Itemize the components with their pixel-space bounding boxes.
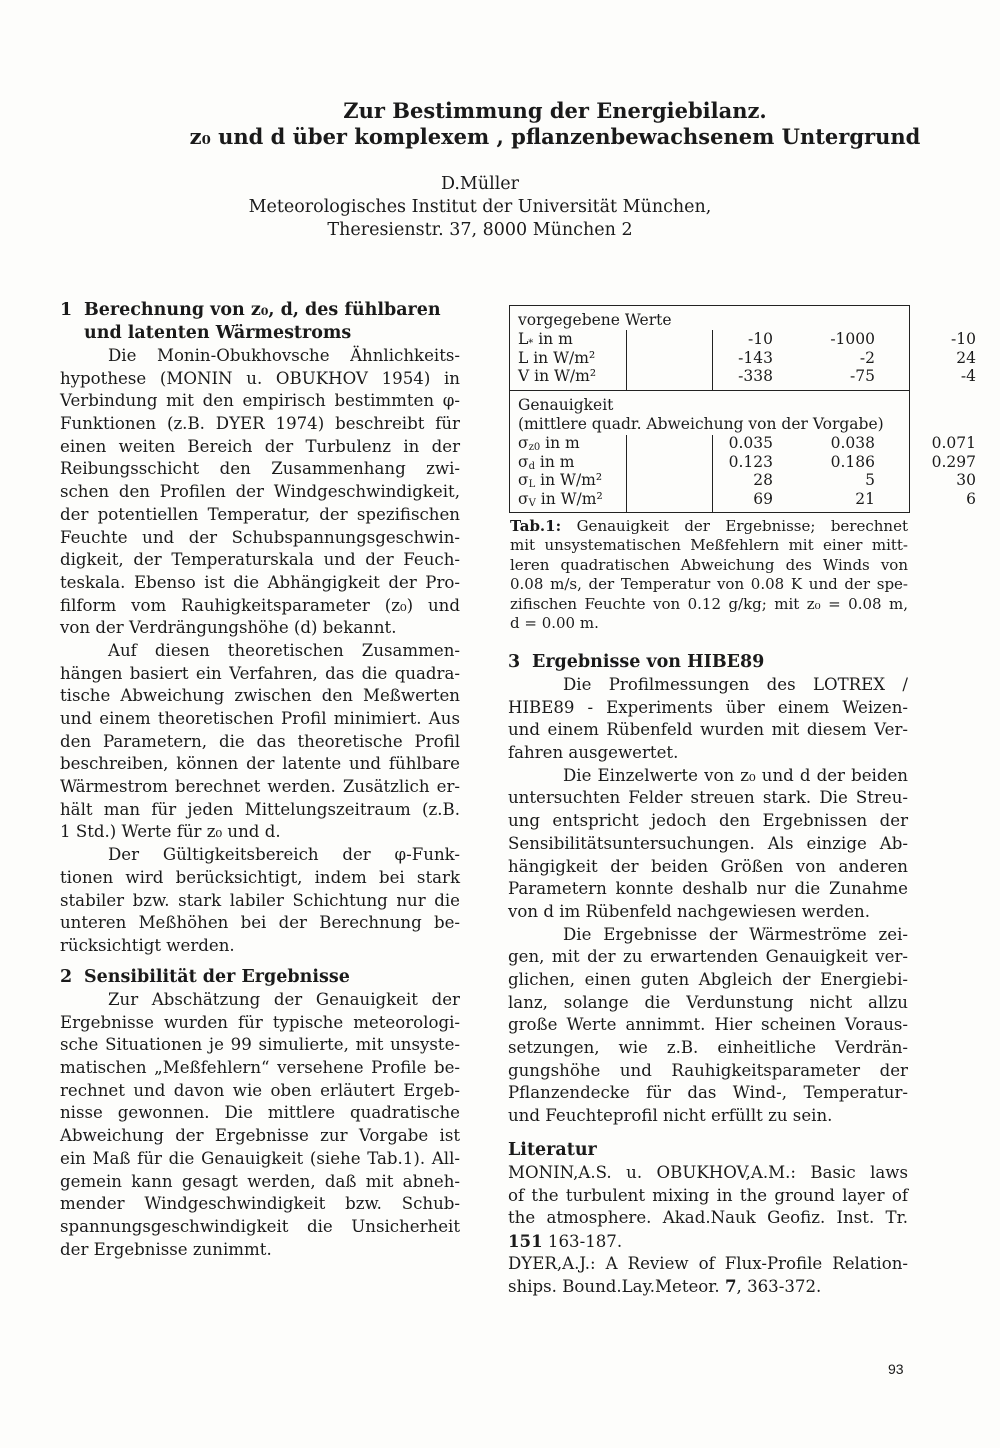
text-line: Ergebnisse wurden für typische meteorologi- (60, 1012, 460, 1032)
text-line: digkeit, der Temperaturskala und der Feuch- (60, 550, 460, 570)
text-line: fahren ausgewertet. (508, 743, 679, 763)
text-line: und einem Rübenfeld wurden mit diesem Ver- (508, 720, 908, 740)
text-line: gemein kann gesagt werden, daß mit abneh- (60, 1171, 460, 1191)
table-group2-subtitle: (mittlere quadr. Abweichung von der Vorgabe) (518, 415, 884, 433)
row-symbol: σ (518, 452, 529, 471)
table-group1-title: vorgegebene Werte (518, 311, 672, 329)
row-symbol: L (518, 330, 529, 348)
table-cell: -4 (960, 367, 976, 386)
caption-line: 0.08 m/s, der Temperatur von 0.08 K und der spe- (510, 575, 908, 594)
text-line: Reibungsschicht den Zusammenhang zwi- (60, 459, 460, 479)
text-line: hält man für jeden Mittelungszeitraum (z.B. (60, 799, 460, 819)
row-unit: in W/m² (535, 489, 603, 508)
table-cell: 0.297 (931, 452, 976, 471)
table-row (518, 434, 976, 453)
heading-text: Berechnung von z₀, d, des fühlbaren (84, 300, 441, 320)
text-line: Wärmestrom berechnet werden. Zusätzlich er- (60, 777, 460, 797)
table-cell: 0.186 (830, 452, 875, 471)
text-line: Pflanzendecke für das Wind-, Temperatur- (508, 1083, 908, 1103)
heading-text: Ergebnisse von HIBE89 (532, 652, 765, 672)
row-label (518, 490, 603, 514)
row-subscript: V (528, 497, 536, 509)
row-unit: in m (535, 452, 575, 471)
section-1-body (60, 345, 460, 958)
text-line: einen weiten Bereich der Turbulenz in der (60, 436, 460, 456)
row-unit: in m (533, 330, 573, 348)
row-symbol: V (518, 367, 530, 386)
text-line: der Ergebnisse zunimmt. (60, 1239, 272, 1259)
caption-line (510, 517, 908, 536)
table-cell: 28 (753, 471, 773, 490)
section-number: 1 (60, 300, 73, 320)
row-unit: in W/m² (535, 471, 603, 490)
table-cell: 0.123 (728, 452, 773, 471)
text-line: Sensibilitätsuntersuchungen. Als einzige Ab- (508, 833, 908, 853)
table-divider (510, 390, 909, 391)
text-line: gungshöhe und Rauhigkeitsparameter der (508, 1060, 908, 1080)
text-line: unteren Meßhöhen bei der Berechnung be- (60, 913, 460, 933)
text-line: Parametern konnte deshalb nur die Zunahme (508, 879, 908, 899)
text-line: Funktionen (z.B. DYER 1974) beschreibt für (60, 414, 460, 434)
text-line: von d im Rübenfeld nachgewiesen werden. (508, 901, 871, 921)
text-line: glichen, einen guten Abgleich der Energiebi- (508, 969, 908, 989)
text-line: Der Gültigkeitsbereich der φ-Funk- (108, 845, 460, 865)
table-cell: -1000 (830, 330, 875, 348)
results-table (509, 305, 976, 513)
reference-line: DYER,A.J.: A Review of Flux-Profile Relation- (508, 1253, 908, 1273)
section-2 (60, 966, 460, 1261)
text-line: und einem theoretischen Profil minimiert. Aus (60, 709, 460, 728)
author-name: D.Müller (440, 174, 520, 194)
text-line: rücksichtigt werden. (60, 935, 235, 955)
text-line: den Parametern, die das theoretische Profil (60, 731, 460, 751)
row-symbol: L (518, 348, 529, 367)
table-cell: 24 (956, 348, 976, 367)
caption-line: mit unsystematischen Meßfehlern mit einer mitt- (510, 536, 908, 555)
section-2-body (60, 989, 460, 1261)
section-1-heading (60, 299, 460, 345)
text-line: Die Profilmessungen des LOTREX / (563, 675, 908, 694)
row-symbol: σ (518, 489, 529, 508)
text-line: tionen wird berücksichtigt, indem bei stark (60, 867, 460, 887)
caption-line: zifischen Feuchte von 0.12 g/kg; mit z₀ = 0.08 m, (510, 594, 908, 613)
text-line: setzungen, wie z.B. einheitliche Verdrän- (508, 1038, 908, 1057)
text-line: hängen basiert ein Verfahren, das die quadra- (60, 663, 460, 683)
reference-line: the atmosphere. Akad.Nauk Geofiz. Inst. Tr. (508, 1208, 908, 1228)
table-cell: -143 (738, 348, 773, 367)
text-line: spannungsgeschwindigkeit die Unsicherheit (60, 1216, 460, 1236)
table-group2-title: Genauigkeit (518, 396, 614, 414)
author-address: Theresienstr. 37, 8000 München 2 (327, 220, 633, 240)
table-row (518, 348, 976, 368)
text-line: stabiler bzw. stark labiler Schichtung nur die (60, 890, 460, 910)
text-line: teskala. Ebenso ist die Abhängigkeit der Pro- (60, 572, 460, 592)
text-line: von der Verdrängungshöhe (d) bekannt. (60, 618, 397, 638)
text-line: sche Situationen je 99 simulierte, mit unsyste- (60, 1035, 460, 1055)
table-cell: -338 (738, 367, 773, 386)
table-cell: -10 (748, 330, 773, 348)
table-cell: 0.038 (830, 434, 875, 452)
text-line: filform vom Rauhigkeitsparameter (z₀) und (60, 595, 460, 615)
text-line: Die Monin-Obukhovsche Ähnlichkeits- (108, 346, 460, 365)
row-symbol: σ (518, 471, 529, 490)
table-row (518, 330, 976, 349)
text-line: Abweichung der Ergebnisse zur Vorgabe ist (60, 1126, 460, 1146)
section-3 (508, 651, 908, 1128)
section-2-heading (60, 966, 460, 989)
text-line: lanz, solange die Verdunstung nicht allzu (508, 992, 908, 1012)
table-row (518, 471, 976, 491)
reference-line: of the turbulent mixing in the ground layer of (508, 1185, 908, 1205)
author-institute: Meteorologisches Institut der Universität München, (248, 197, 712, 217)
table-cell: 0.035 (728, 434, 773, 452)
text-line: beschreiben, können der latente und fühlbare (60, 754, 460, 774)
reference-line (508, 1275, 908, 1298)
paper-title-line2: z₀ und d über komplexem , pflanzenbewachsenem Untergrund (189, 124, 921, 149)
text-line: hängigkeit der beiden Größen von anderen (508, 856, 908, 876)
reference-pages: , 363-372. (736, 1277, 822, 1297)
section-1 (60, 299, 460, 958)
text-line: Zur Abschätzung der Genauigkeit der (108, 990, 460, 1009)
text-line: ein Maß für die Genauigkeit (siehe Tab.1). All- (60, 1148, 460, 1168)
text-line: nisse gewonnen. Die mittlere quadratische (60, 1103, 460, 1123)
page-number: 93 (888, 1361, 904, 1377)
row-unit: in m (540, 434, 580, 452)
reference-line (508, 1230, 908, 1253)
text-line: Die Einzelwerte von z₀ und d der beiden (563, 765, 908, 785)
row-unit: in W/m² (528, 348, 596, 367)
table-cell: 6 (966, 489, 976, 508)
text-line: rechnet und davon wie oben erläutert Ergeb- (60, 1080, 460, 1100)
text-line: 1 Std.) Werte für z₀ und d. (60, 822, 281, 842)
text-line: Feuchte und der Schubspannungsgeschwin- (60, 527, 460, 547)
caption-line: d = 0.00 m. (510, 613, 599, 632)
table-cell: 30 (956, 471, 976, 490)
table-cell: 21 (855, 489, 875, 508)
paper-title-line1: Zur Bestimmung der Energiebilanz. (343, 98, 767, 123)
table-caption (510, 517, 908, 633)
caption-line: leren quadratischen Abweichung des Winds von (510, 555, 908, 574)
row-symbol: σ (518, 434, 529, 452)
table-cell: 5 (865, 471, 875, 490)
text-line: Die Ergebnisse der Wärmeströme zei- (563, 924, 908, 944)
table-cell: -75 (850, 367, 875, 386)
heading-text: Sensibilität der Ergebnisse (84, 967, 350, 987)
section-number: 2 (60, 967, 73, 987)
text-line: mender Windgeschwindigkeit bzw. Schub- (60, 1194, 460, 1214)
table-row (518, 489, 976, 509)
text-line: Verbindung mit den empirisch bestimmten φ- (60, 391, 460, 411)
section-number: 3 (508, 652, 521, 672)
heading-text: und latenten Wärmestroms (84, 323, 352, 343)
reference-line: MONIN,A.S. u. OBUKHOV,A.M.: Basic laws (508, 1163, 908, 1182)
table-cell: 0.071 (931, 434, 976, 452)
caption-text: Genauigkeit der Ergebnisse; berechnet (576, 517, 908, 535)
row-subscript: d (528, 460, 535, 472)
text-line: untersuchten Felder streuen stark. Die Streu- (508, 788, 908, 808)
row-label (518, 367, 596, 391)
reference-text: ships. Bound.Lay.Meteor. (508, 1277, 725, 1297)
text-line: schen den Profilen der Windgeschwindigkeit, (60, 482, 460, 502)
text-line: Auf diesen theoretischen Zusammen- (108, 640, 460, 660)
row-unit: in W/m² (529, 367, 597, 386)
reference-pages: 163-187. (542, 1232, 623, 1252)
row-subscript: L (528, 479, 536, 491)
table-cell: -10 (951, 330, 976, 348)
text-line: hypothese (MONIN u. OBUKHOV 1954) in (60, 368, 460, 388)
row-subscript: z0 (528, 442, 541, 453)
text-line: gen, mit der zu erwartenden Genauigkeit ver- (508, 947, 908, 967)
section-3-body (508, 674, 908, 1128)
table-row (518, 452, 976, 472)
table-row (518, 367, 976, 386)
table-cell: 69 (753, 489, 773, 508)
text-line: matischen „Meßfehlern“ versehene Profile be- (60, 1058, 460, 1078)
table-cell: -2 (859, 348, 875, 367)
section-3-heading (508, 651, 908, 674)
literature-section (508, 1139, 908, 1298)
literature-heading: Literatur (508, 1140, 597, 1160)
caption-label: Tab.1: (510, 517, 562, 535)
text-line: ung entspricht jedoch den Ergebnissen der (508, 811, 908, 831)
text-line: der potentiellen Temperatur, der spezifischen (60, 504, 460, 524)
text-line: große Werte annimmt. Hier scheinen Voraus- (508, 1015, 908, 1035)
reference-volume: 7 (724, 1276, 737, 1297)
text-line: tische Abweichung zwischen den Meßwerten (60, 686, 460, 706)
text-line: HIBE89 - Experiments über einem Weizen- (508, 697, 908, 717)
row-subscript: * (528, 338, 534, 349)
text-line: und Feuchteprofil nicht erfüllt zu sein. (508, 1106, 833, 1126)
reference-volume: 151 (508, 1231, 543, 1252)
